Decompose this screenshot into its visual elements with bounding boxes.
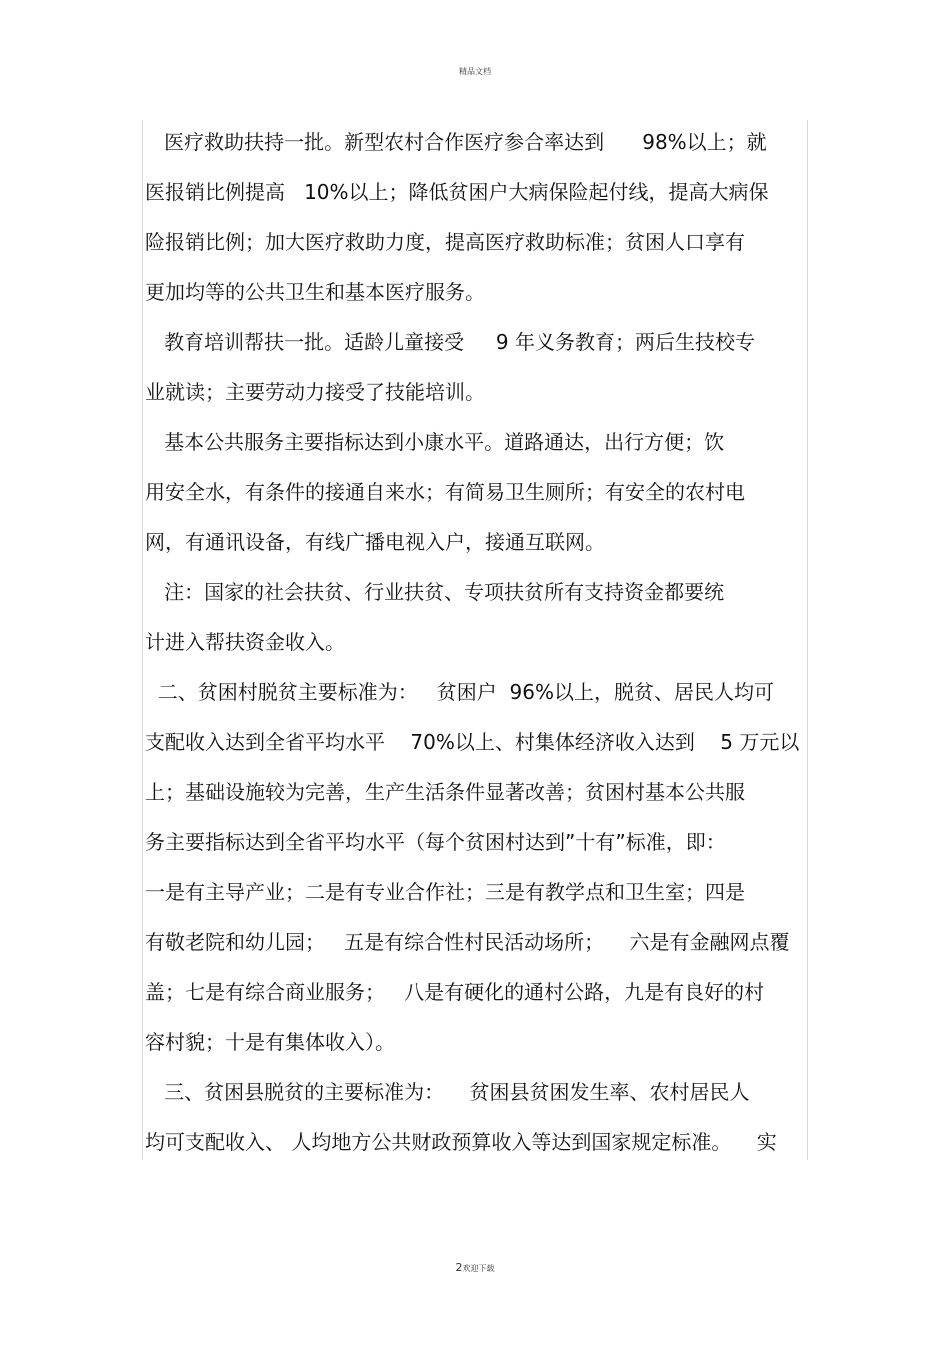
text-line: 医报销比例提高 10%以上；降低贫困户大病保险起付线，提高大病保	[145, 180, 769, 204]
text-line: 注：国家的社会扶贫、行业扶贫、专项扶贫所有支持资金都要统	[145, 580, 725, 604]
text-line: 教育培训帮扶一批。适龄儿童接受 9 年义务教育；两后生技校专	[145, 330, 755, 354]
text-line: 基本公共服务主要指标达到小康水平。道路通达，出行方便；饮	[145, 430, 725, 454]
footer-text: 欢迎下载	[462, 1264, 495, 1273]
text-line: 医疗救助扶持一批。新型农村合作医疗参合率达到 98%以上；就	[145, 130, 767, 154]
text-line: 盖；七是有综合商业服务； 八是有硬化的通村公路，九是有良好的村	[145, 980, 765, 1004]
text-line: 一是有主导产业；二是有专业合作社；三是有教学点和卫生室；四是	[145, 880, 745, 904]
text-line: 上；基础设施较为完善，生产生活条件显著改善；贫困村基本公共服	[145, 780, 745, 804]
text-line: 用安全水，有条件的接通自来水；有简易卫生厕所；有安全的农村电	[145, 480, 745, 504]
text-line: 有敬老院和幼儿园； 五是有综合性村民活动场所； 六是有金融网点覆	[145, 930, 790, 954]
text-line: 计进入帮扶资金收入。	[145, 630, 345, 654]
text-line: 务主要指标达到全省平均水平（每个贫困村达到”十有”标准，即：	[145, 830, 726, 854]
text-line: 均可支配收入、 人均地方公共财政预算收入等达到国家规定标准。 实	[145, 1130, 777, 1154]
text-line: 支配收入达到全省平均水平 70%以上、村集体经济收入达到 5 万元以	[145, 730, 800, 754]
text-line: 网，有通讯设备，有线广播电视入户，接通互联网。	[145, 530, 605, 554]
page-header: 精品文档	[459, 67, 491, 76]
text-line: 三、贫困县脱贫的主要标准为： 贫困县贫困发生率、农村居民人	[145, 1080, 750, 1104]
text-line: 险报销比例；加大医疗救助力度，提高医疗救助标准；贫困人口享有	[145, 230, 745, 254]
page-footer	[0, 1261, 950, 1274]
text-line: 二、贫困村脱贫主要标准为： 贫困户 96%以上，脱贫、居民人均可	[145, 680, 774, 704]
page-number: 2	[455, 1261, 463, 1274]
text-line: 容村貌；十是有集体收入）。	[145, 1030, 395, 1054]
text-line: 更加均等的公共卫生和基本医疗服务。	[145, 280, 485, 304]
text-line: 业就读；主要劳动力接受了技能培训。	[145, 380, 485, 404]
